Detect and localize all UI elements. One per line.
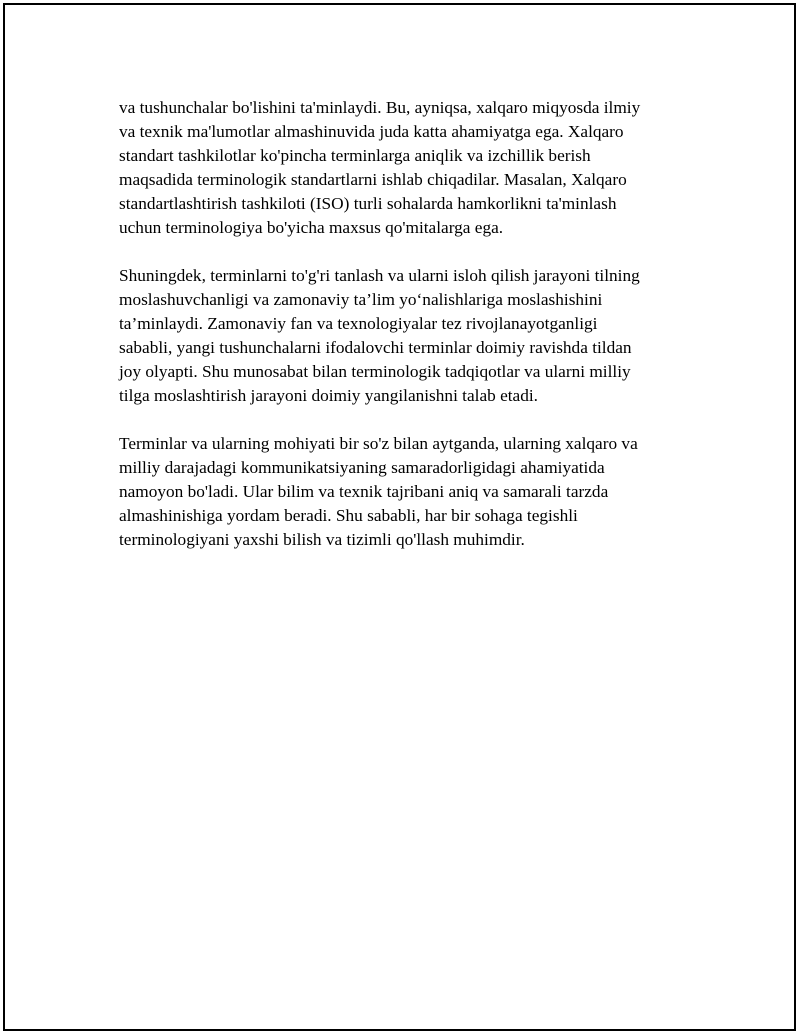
document-page [3,3,796,1031]
paragraph-1: va tushunchalar bo'lishini ta'minlaydi. Bu, ayniqsa, xalqaro miqyosda ilmiy va texnik ma'lumotlar almashinuvida juda katta ahamiyatga ega. Xalqaro standart tashkilotlar ko'pincha terminlarga aniqlik va izchillik berish maqsadida terminologik standartlarni ishlab chiqadilar. Masalan, Xalqaro standartlashtirish tashkiloti (ISO) turli sohalarda hamkorlikni ta'minlash uchun terminologiya bo'yicha maxsus qo'mitalarga ega. [119,98,641,237]
paragraph-2: Shuningdek, terminlarni to'g'ri tanlash va ularni isloh qilish jarayoni tilning moslashuvchanligi va zamonaviy ta’lim yo‘nalishlariga moslashishini ta’minlaydi. Zamonaviy fan va texnologiyalar tez rivojlanayotganligi sababli, yangi tushunchalarni ifodalovchi terminlar doimiy ravishda tildan joy olyapti. Shu munosabat bilan terminologik tadqiqotlar va ularni milliy tilga moslashtirish jarayoni doimiy yangilanishni talab etadi. [119,266,640,405]
document-body [119,96,691,576]
paragraph-3: Terminlar va ularning mohiyati bir so'z bilan aytganda, ularning xalqaro va milliy darajadagi kommunikatsiyaning samaradorligidagi ahamiyatida namoyon bo'ladi. Ular bilim va texnik tajribani aniq va samarali tarzda almashinishiga yordam beradi. Shu sababli, har bir sohaga tegishli terminologiyani yaxshi bilish va tizimli qo'llash muhimdir. [119,434,638,549]
